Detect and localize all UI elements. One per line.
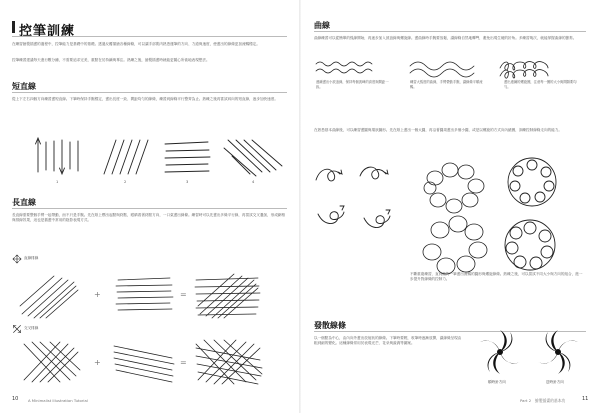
radiating-illustration <box>300 0 600 413</box>
radiating-text: 以一個點為中心，由內向外畫出放射狀的線條。下筆時要輕，收筆時逐漸放開，讓線條呈現由粗到細的變化。這種線條常用於表現光芒、花朵與漩渦等圖案。 <box>314 336 462 346</box>
plus-sign-1: + <box>94 290 101 299</box>
curves-heading: 曲線 <box>314 21 330 30</box>
curves-caption-3: 畫出連續的螺旋圈，注意每一圈的大小與間隔要均勻。 <box>504 80 577 89</box>
swirl-clockwise <box>480 330 520 374</box>
left-footer: A Minimalist Illustration Tutorial <box>28 398 88 403</box>
exercise-label-3: 3 <box>186 180 189 184</box>
clockwise-caption: 順時針方向 <box>488 380 506 384</box>
section-title: 控筆訓練 <box>19 24 76 39</box>
intro-paragraph: 在練習繪製插畫的過程中，控筆能力是基礎中的基礎。透過反覆描繪各種線條，可以讓手部肌肉熟悉運筆的方向、力道與速度，使畫出的線條更加流暢穩定。 <box>12 42 260 46</box>
circles-text: 在熟悉基本曲線後，可以練習畫圓與環狀圖形。先在紙上畫出一個大圓，再沿著圓周畫出多個小圓，或是以螺旋的方式向內繞圈，訓練控制線條走向的能力。 <box>314 128 562 132</box>
right-footer: Part 2 繪製插畫的基本功 <box>520 398 566 403</box>
counterclockwise-caption: 逆時針方向 <box>546 380 564 384</box>
curves-caption-1: 連續畫出小波浪線，保持每個波峰的高度與間距一致。 <box>316 80 389 89</box>
curves-caption-2: 練習大弧度的曲線，手臂帶動手腕，讓線條平順流暢。 <box>410 80 483 89</box>
cross-hatching-label: 交叉排線 <box>24 326 39 330</box>
long-lines-heading: 長直線 <box>12 198 36 207</box>
right-page-number: 11 <box>582 396 589 402</box>
plus-sign-2: + <box>94 358 101 367</box>
equals-sign-1: = <box>180 290 187 299</box>
right-page <box>300 0 600 413</box>
radiating-heading: 發散線條 <box>314 321 346 330</box>
exercise-label-2: 2 <box>124 180 127 184</box>
exercise-label-4: 4 <box>252 180 255 184</box>
exercise-label-1: 1 <box>56 180 59 184</box>
short-lines-text: 從上下左右四個方向練習畫短直線。下筆時保持手腕穩定，畫出長度一致、間距均勻的線條，練習到線條平行整齊為止。熟練之後再嘗試斜向的短直線，逐步加快速度。 <box>12 97 278 101</box>
left-page-number: 10 <box>12 396 19 402</box>
strokes-text: 不斷重複練習，直到能夠一筆畫出流暢的圓形與螺旋線條。熟練之後，可以嘗試不同大小與方向的組合，進一步提升對線條的控制力。 <box>410 272 583 282</box>
curves-text: 曲線練習可以從簡單的弧線開始，再逐步加入波浪線與螺旋線。畫曲線時手腕要放鬆，讓線條自然地轉彎，避免出現生硬的折角。多練習幾次，就能掌握曲線的節奏。 <box>314 36 577 40</box>
intro-paragraph-2: 控筆練習建議每天進行數分鐘，不需要追求完美，重點在於持續與專注。熟練之後，繪製插畫時就能更隨心所欲地表現想法。 <box>12 58 210 62</box>
equals-sign-2: = <box>180 358 187 367</box>
long-lines-text: 長直線需要整個手臂一起帶動，而不只是手腕。先在紙上標出起點與終點，眼睛看著終點方向，一口氣畫出線條。練習時可以先畫出多條平行線，再嘗試交叉疊加，形成網格與排線效果，這也是插畫中常用的陰影表現方式。 <box>12 213 286 223</box>
straight-hatching-label: 直線排線 <box>24 256 39 260</box>
swirl-counterclockwise <box>538 330 578 374</box>
short-lines-heading: 短直線 <box>12 82 36 91</box>
